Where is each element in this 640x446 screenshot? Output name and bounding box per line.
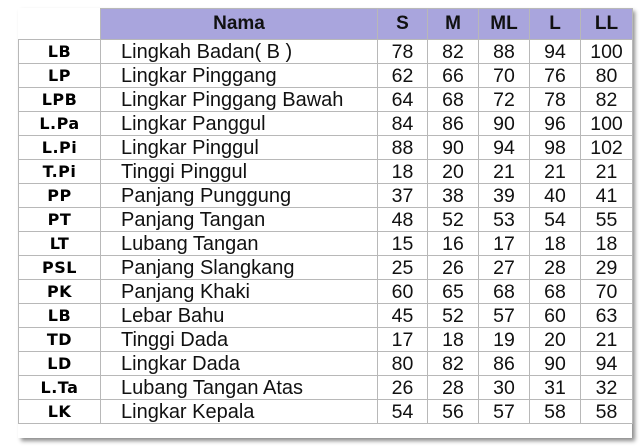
measurement-name: Lingkar Pinggul <box>101 136 378 160</box>
measurement-name: Lubang Tangan <box>101 232 378 256</box>
value-size-l: 31 <box>530 376 581 400</box>
value-size-l: 78 <box>530 88 581 112</box>
measurement-code: LB <box>19 304 101 328</box>
value-size-ml: 21 <box>479 160 530 184</box>
value-size-m: 18 <box>428 328 479 352</box>
value-size-m: 66 <box>428 64 479 88</box>
value-size-ll: 21 <box>581 328 633 352</box>
table-row <box>19 400 633 424</box>
table-row <box>19 352 633 376</box>
measurement-name: Lingkar Pinggang Bawah <box>101 88 378 112</box>
value-size-ml: 90 <box>479 112 530 136</box>
measurement-code: LT <box>19 232 101 256</box>
value-size-ll: 100 <box>581 40 633 64</box>
measurement-code: LPB <box>19 88 101 112</box>
value-size-m: 82 <box>428 352 479 376</box>
header-row <box>19 9 633 40</box>
size-chart-sheet <box>18 8 632 438</box>
value-size-ll: 63 <box>581 304 633 328</box>
value-size-ml: 72 <box>479 88 530 112</box>
table-row <box>19 256 633 280</box>
value-size-m: 65 <box>428 280 479 304</box>
table-row <box>19 40 633 64</box>
measurement-code: PSL <box>19 256 101 280</box>
value-size-l: 58 <box>530 400 581 424</box>
measurement-code: LP <box>19 64 101 88</box>
table-row <box>19 232 633 256</box>
measurement-name: Tinggi Pinggul <box>101 160 378 184</box>
value-size-s: 37 <box>378 184 428 208</box>
value-size-l: 21 <box>530 160 581 184</box>
measurement-name: Panjang Punggung <box>101 184 378 208</box>
header-name: Nama <box>101 9 378 40</box>
measurement-code: PK <box>19 280 101 304</box>
value-size-s: 88 <box>378 136 428 160</box>
value-size-ml: 53 <box>479 208 530 232</box>
measurement-code: LB <box>19 40 101 64</box>
table-row <box>19 136 633 160</box>
value-size-s: 18 <box>378 160 428 184</box>
measurement-name: Panjang Tangan <box>101 208 378 232</box>
measurement-code: L.Pa <box>19 112 101 136</box>
value-size-ml: 27 <box>479 256 530 280</box>
value-size-ll: 18 <box>581 232 633 256</box>
value-size-m: 20 <box>428 160 479 184</box>
table-row <box>19 64 633 88</box>
value-size-ll: 41 <box>581 184 633 208</box>
value-size-ml: 39 <box>479 184 530 208</box>
value-size-s: 80 <box>378 352 428 376</box>
value-size-s: 45 <box>378 304 428 328</box>
header-size-s: S <box>378 9 428 40</box>
measurement-name: Lingkah Badan( B ) <box>101 40 378 64</box>
value-size-ll: 70 <box>581 280 633 304</box>
value-size-l: 18 <box>530 232 581 256</box>
value-size-s: 78 <box>378 40 428 64</box>
value-size-ml: 70 <box>479 64 530 88</box>
measurement-name: Lubang Tangan Atas <box>101 376 378 400</box>
value-size-s: 64 <box>378 88 428 112</box>
table-row <box>19 304 633 328</box>
table-row <box>19 112 633 136</box>
value-size-ll: 29 <box>581 256 633 280</box>
table-row <box>19 184 633 208</box>
size-table <box>18 8 633 424</box>
value-size-l: 98 <box>530 136 581 160</box>
header-size-ml: ML <box>479 9 530 40</box>
value-size-s: 15 <box>378 232 428 256</box>
value-size-l: 94 <box>530 40 581 64</box>
value-size-s: 48 <box>378 208 428 232</box>
table-body <box>19 40 633 424</box>
header-size-l: L <box>530 9 581 40</box>
value-size-s: 60 <box>378 280 428 304</box>
value-size-ll: 58 <box>581 400 633 424</box>
measurement-name: Lebar Bahu <box>101 304 378 328</box>
value-size-l: 96 <box>530 112 581 136</box>
measurement-code: LK <box>19 400 101 424</box>
measurement-code: LD <box>19 352 101 376</box>
header-code-cell <box>19 9 101 40</box>
table-row <box>19 376 633 400</box>
measurement-code: PT <box>19 208 101 232</box>
table-row <box>19 208 633 232</box>
value-size-m: 52 <box>428 208 479 232</box>
value-size-ml: 30 <box>479 376 530 400</box>
measurement-name: Lingkar Panggul <box>101 112 378 136</box>
value-size-l: 28 <box>530 256 581 280</box>
value-size-s: 84 <box>378 112 428 136</box>
table-row <box>19 280 633 304</box>
measurement-name: Lingkar Pinggang <box>101 64 378 88</box>
measurement-code: L.Ta <box>19 376 101 400</box>
measurement-name: Panjang Khaki <box>101 280 378 304</box>
value-size-m: 52 <box>428 304 479 328</box>
measurement-name: Tinggi Dada <box>101 328 378 352</box>
value-size-ml: 94 <box>479 136 530 160</box>
measurement-code: TD <box>19 328 101 352</box>
value-size-m: 82 <box>428 40 479 64</box>
measurement-code: L.Pi <box>19 136 101 160</box>
value-size-m: 38 <box>428 184 479 208</box>
header-size-m: M <box>428 9 479 40</box>
measurement-code: PP <box>19 184 101 208</box>
value-size-l: 68 <box>530 280 581 304</box>
measurement-name: Lingkar Kepala <box>101 400 378 424</box>
value-size-l: 90 <box>530 352 581 376</box>
value-size-ll: 94 <box>581 352 633 376</box>
value-size-ml: 88 <box>479 40 530 64</box>
value-size-ml: 68 <box>479 280 530 304</box>
value-size-ml: 86 <box>479 352 530 376</box>
value-size-l: 54 <box>530 208 581 232</box>
value-size-l: 40 <box>530 184 581 208</box>
value-size-m: 16 <box>428 232 479 256</box>
value-size-ll: 82 <box>581 88 633 112</box>
measurement-name: Panjang Slangkang <box>101 256 378 280</box>
value-size-l: 20 <box>530 328 581 352</box>
value-size-ll: 102 <box>581 136 633 160</box>
measurement-code: T.Pi <box>19 160 101 184</box>
value-size-l: 76 <box>530 64 581 88</box>
value-size-ml: 57 <box>479 304 530 328</box>
header-size-ll: LL <box>581 9 633 40</box>
value-size-m: 56 <box>428 400 479 424</box>
value-size-s: 26 <box>378 376 428 400</box>
value-size-ll: 32 <box>581 376 633 400</box>
value-size-l: 60 <box>530 304 581 328</box>
table-row <box>19 160 633 184</box>
value-size-m: 68 <box>428 88 479 112</box>
value-size-ll: 21 <box>581 160 633 184</box>
value-size-ll: 100 <box>581 112 633 136</box>
value-size-m: 90 <box>428 136 479 160</box>
table-row <box>19 328 633 352</box>
value-size-m: 86 <box>428 112 479 136</box>
table-row <box>19 88 633 112</box>
value-size-m: 28 <box>428 376 479 400</box>
value-size-ll: 80 <box>581 64 633 88</box>
value-size-s: 17 <box>378 328 428 352</box>
value-size-s: 62 <box>378 64 428 88</box>
value-size-s: 25 <box>378 256 428 280</box>
value-size-ml: 19 <box>479 328 530 352</box>
value-size-ml: 17 <box>479 232 530 256</box>
value-size-s: 54 <box>378 400 428 424</box>
measurement-name: Lingkar Dada <box>101 352 378 376</box>
value-size-ml: 57 <box>479 400 530 424</box>
value-size-m: 26 <box>428 256 479 280</box>
value-size-ll: 55 <box>581 208 633 232</box>
